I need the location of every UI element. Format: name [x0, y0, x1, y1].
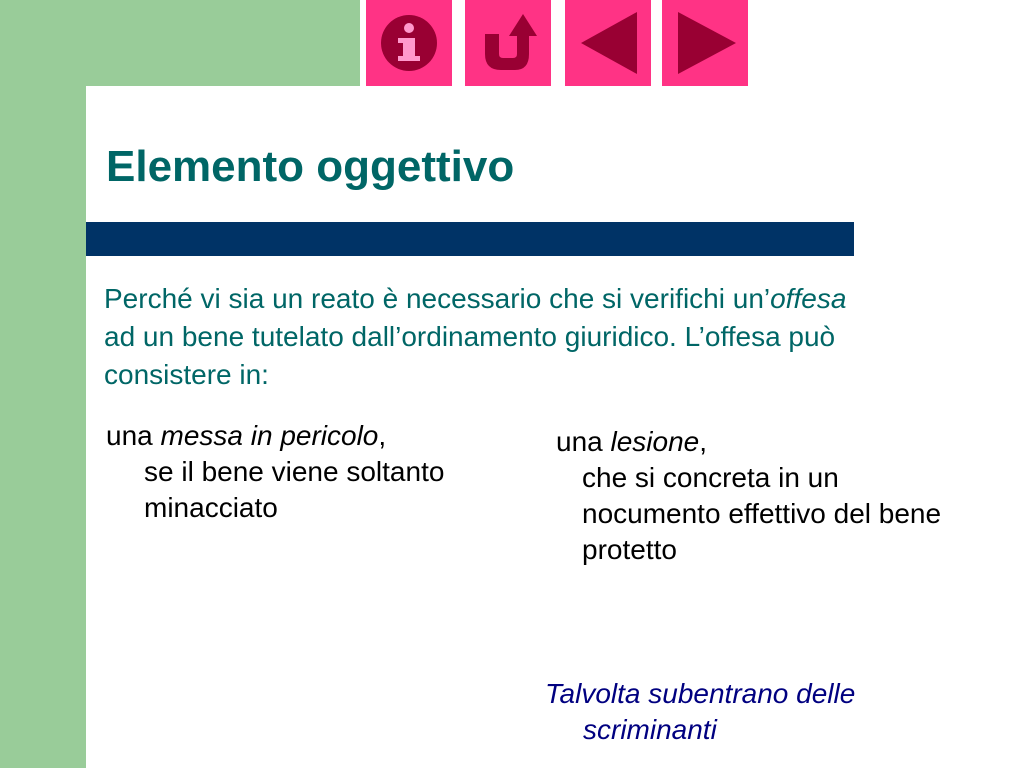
- left-comma: ,: [378, 420, 387, 451]
- right-column: [556, 424, 956, 568]
- intro-emphasis: offesa: [770, 283, 847, 314]
- triangle-right-icon: [670, 8, 740, 78]
- top-green-band: [0, 0, 360, 86]
- scriminanti-note: [545, 676, 1015, 748]
- intro-text-start: Perché vi sia un reato è necessario che si verifichi un’: [104, 283, 771, 314]
- next-button[interactable]: [662, 0, 748, 86]
- left-term: messa in pericolo: [160, 420, 379, 451]
- right-lead: una: [556, 426, 611, 457]
- note-line-1: Talvolta subentrano delle: [545, 678, 856, 709]
- left-column: [106, 418, 506, 526]
- note-line-2: scriminanti: [583, 714, 717, 745]
- intro-paragraph: [104, 280, 884, 394]
- left-lead-line: [106, 418, 506, 454]
- info-icon: [374, 8, 444, 78]
- left-green-band: [0, 0, 86, 768]
- triangle-left-icon: [573, 8, 643, 78]
- content-corner: [86, 86, 146, 146]
- title-underline-bar: [86, 222, 854, 256]
- slide-title: Elemento oggettivo: [106, 142, 515, 191]
- right-term: lesione: [610, 426, 700, 457]
- intro-text-end: ad un bene tutelato dall’ordinamento giuridico. L’offesa può consistere in:: [104, 321, 836, 390]
- left-detail: se il bene viene soltanto minacciato: [144, 456, 445, 523]
- left-lead: una: [106, 420, 161, 451]
- right-detail: che si concreta in un nocumento effettivo del bene protetto: [582, 462, 942, 565]
- previous-button[interactable]: [565, 0, 651, 86]
- right-comma: ,: [699, 426, 708, 457]
- right-lead-line: [556, 424, 956, 460]
- info-button[interactable]: [366, 0, 452, 86]
- return-button[interactable]: [465, 0, 551, 86]
- return-arrow-icon: [473, 8, 543, 78]
